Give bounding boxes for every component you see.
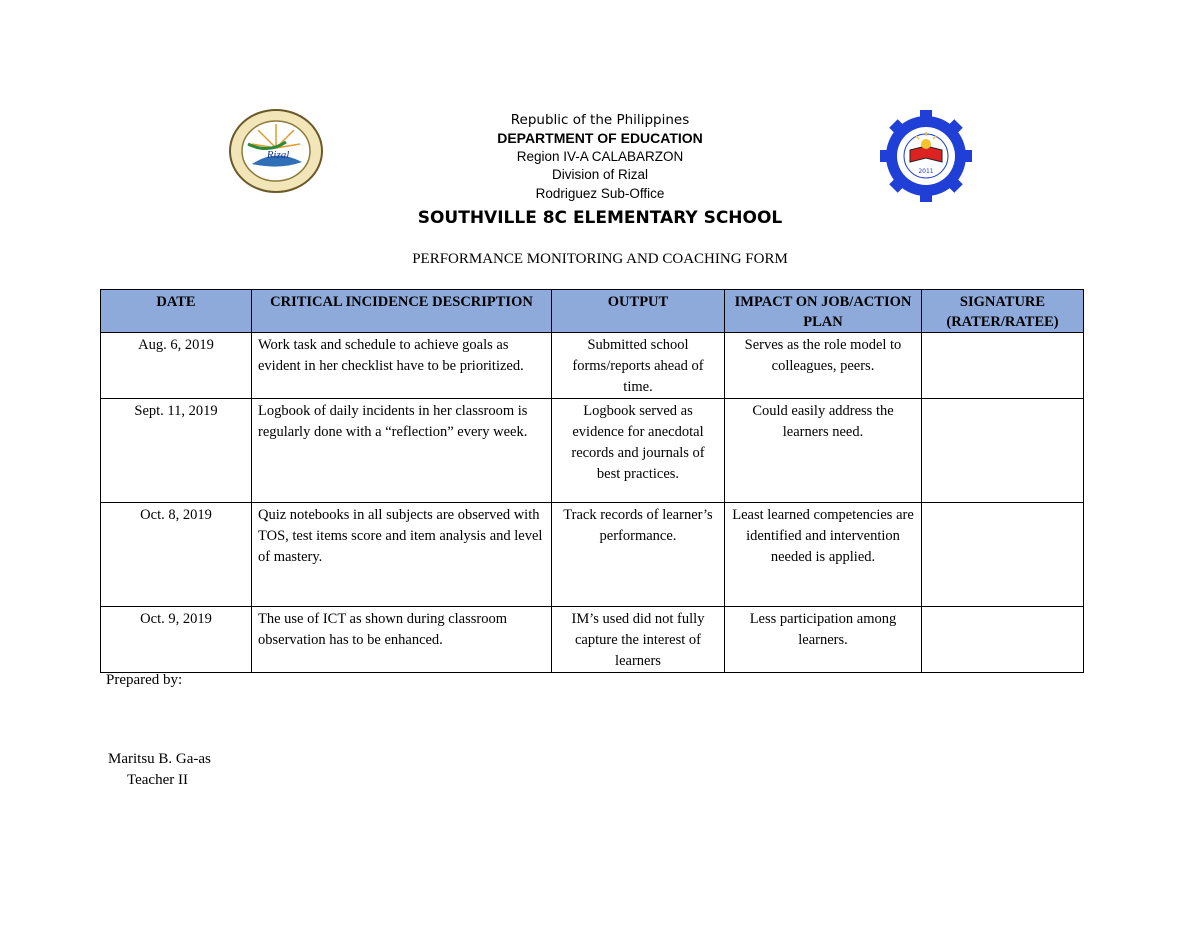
header-date: DATE: [101, 290, 252, 333]
row-signature: [922, 503, 1084, 607]
row-date: Oct. 8, 2019: [101, 503, 252, 607]
header-description: CRITICAL INCIDENCE DESCRIPTION: [252, 290, 552, 333]
table-row: [101, 399, 1084, 503]
prepared-by-label: Prepared by:: [106, 672, 183, 688]
school-name: SOUTHVILLE 8C ELEMENTARY SCHOOL: [417, 208, 783, 228]
row-description: Logbook of daily incidents in her classroom is regularly done with a “reflection” every week.: [252, 399, 552, 503]
header-impact: IMPACT ON JOB/ACTION PLAN: [725, 290, 922, 333]
republic-line: Republic of the Philippines: [510, 112, 690, 128]
division-line: Division of Rizal: [551, 167, 649, 182]
row-description: Work task and schedule to achieve goals as evident in her checklist have to be prioritized.: [252, 333, 552, 399]
department-line: DEPARTMENT OF EDUCATION: [497, 130, 703, 146]
row-date: Oct. 9, 2019: [101, 607, 252, 673]
header-output: OUTPUT: [552, 290, 725, 333]
suboffice-line: Rodriguez Sub-Office: [535, 186, 665, 201]
table-row: [101, 333, 1084, 399]
row-date: Aug. 6, 2019: [101, 333, 252, 399]
school-logo-year: 2011: [918, 168, 934, 175]
row-signature: [922, 607, 1084, 673]
table-header-row: [101, 290, 1084, 333]
row-output: Track records of learner’s performance.: [552, 503, 725, 607]
row-output: Logbook served as evidence for anecdotal records and journals of best practices.: [552, 399, 725, 503]
row-description: The use of ICT as shown during classroom observation has to be enhanced.: [252, 607, 552, 673]
row-date: Sept. 11, 2019: [101, 399, 252, 503]
preparer-name: Maritsu B. Ga-as: [108, 751, 211, 767]
table-row: [101, 503, 1084, 607]
row-output: IM’s used did not fully capture the interest of learners: [552, 607, 725, 673]
row-impact: Less participation among learners.: [725, 607, 922, 673]
row-signature: [922, 333, 1084, 399]
rizal-logo-text: Rizal: [266, 149, 290, 161]
row-impact: Serves as the role model to colleagues, peers.: [725, 333, 922, 399]
table-row: [101, 607, 1084, 673]
form-title: PERFORMANCE MONITORING AND COACHING FORM: [412, 251, 788, 267]
region-line: Region IV-A CALABARZON: [516, 149, 684, 164]
row-impact: Least learned competencies are identified and intervention needed is applied.: [725, 503, 922, 607]
row-description: Quiz notebooks in all subjects are observed with TOS, test items score and item analysis and level of mastery.: [252, 503, 552, 607]
row-signature: [922, 399, 1084, 503]
row-output: Submitted school forms/reports ahead of time.: [552, 333, 725, 399]
monitoring-table: [100, 289, 1084, 673]
header-signature: SIGNATURE (RATER/RATEE): [922, 290, 1084, 333]
preparer-position: Teacher II: [127, 772, 188, 788]
row-impact: Could easily address the learners need.: [725, 399, 922, 503]
